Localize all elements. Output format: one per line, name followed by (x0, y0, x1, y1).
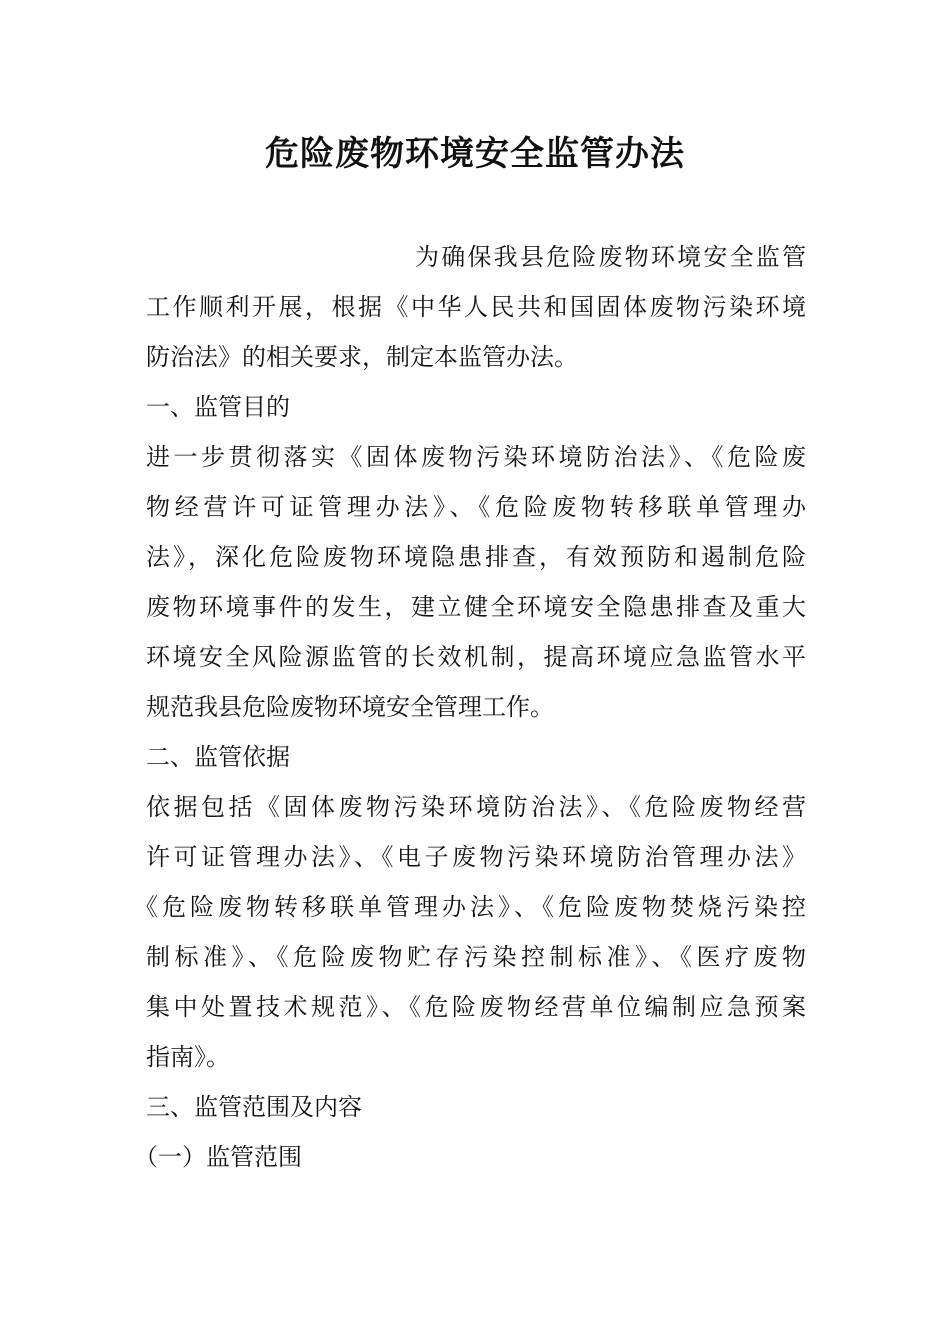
section-heading: 三、监管范围及内容 (146, 1093, 362, 1121)
paragraph-line: 废物环境事件的发生，建立健全环境安全隐患排查及重大 (146, 593, 806, 621)
paragraph-line: 《危险废物转移联单管理办法》、《危险废物焚烧污染控 (134, 893, 806, 921)
paragraph-line: 依据包括《固体废物污染环境防治法》、《危险废物经营 (146, 793, 806, 821)
document-body (134, 232, 806, 1182)
paragraph-line: 规范我县危险废物环境安全管理工作。 (146, 693, 554, 721)
paragraph-line: 工作顺利开展，根据《中华人民共和国固体废物污染环境 (146, 293, 806, 321)
paragraph-line: 为确保我县危险废物环境安全监管 (415, 243, 806, 271)
paragraph-line: 集中处置技术规范》、《危险废物经营单位编制应急预案 (146, 993, 806, 1021)
paragraph-line: 制标准》、《危险废物贮存污染控制标准》、《医疗废物 (146, 943, 806, 971)
paragraph-line: 物经营许可证管理办法》、《危险废物转移联单管理办 (146, 493, 806, 521)
document-title: 危险废物环境安全监管办法 (265, 134, 685, 174)
section-heading: 二、监管依据 (146, 743, 290, 771)
paragraph-line: 环境安全风险源监管的长效机制，提高环境应急监管水平 (146, 643, 806, 671)
paragraph-line: 法》，深化危险废物环境隐患排查，有效预防和遏制危险 (146, 543, 806, 571)
paragraph-line: 许可证管理办法》、《电子废物污染环境防治管理办法》 (146, 843, 806, 871)
paragraph-line: 防治法》的相关要求，制定本监管办法。 (146, 343, 578, 371)
section-heading: 一、监管目的 (146, 393, 290, 421)
paragraph-line: 进一步贯彻落实《固体废物污染环境防治法》、《危险废 (146, 443, 806, 471)
paragraph-line: 指南》。 (146, 1043, 230, 1071)
subsection-heading: （一）监管范围 (134, 1143, 302, 1171)
